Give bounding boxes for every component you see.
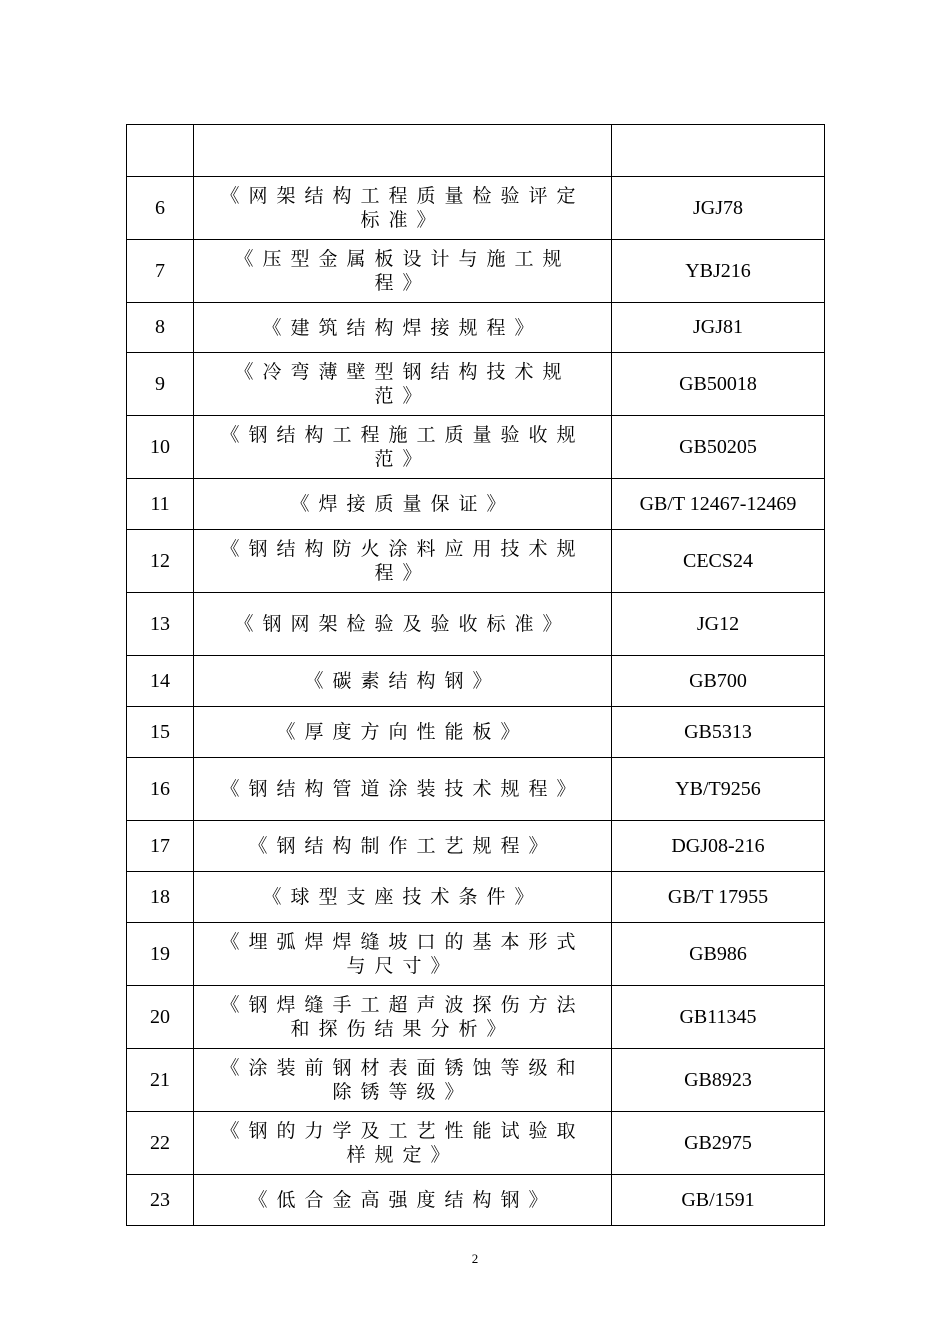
standard-name: 《埋弧焊焊缝坡口的基本形式与尺寸》 bbox=[194, 923, 612, 986]
standard-code: GB5313 bbox=[612, 707, 825, 758]
standard-name: 《钢结构管道涂装技术规程》 bbox=[194, 758, 612, 821]
table-row bbox=[127, 707, 825, 758]
standard-name: 《球型支座技术条件》 bbox=[194, 872, 612, 923]
table-row bbox=[127, 923, 825, 986]
standard-code: JG12 bbox=[612, 593, 825, 656]
row-number: 17 bbox=[127, 821, 194, 872]
standard-name: 《钢结构防火涂料应用技术规程》 bbox=[194, 530, 612, 593]
row-number bbox=[127, 125, 194, 177]
standard-name: 《钢结构制作工艺规程》 bbox=[194, 821, 612, 872]
table-row bbox=[127, 758, 825, 821]
table-row bbox=[127, 1049, 825, 1112]
standard-code: GB/1591 bbox=[612, 1175, 825, 1226]
standard-code: YBJ216 bbox=[612, 240, 825, 303]
table-row bbox=[127, 1175, 825, 1226]
standard-code: DGJ08-216 bbox=[612, 821, 825, 872]
standard-code: GB11345 bbox=[612, 986, 825, 1049]
standard-code: GB2975 bbox=[612, 1112, 825, 1175]
row-number: 10 bbox=[127, 416, 194, 479]
standard-code: GB50205 bbox=[612, 416, 825, 479]
row-number: 18 bbox=[127, 872, 194, 923]
standard-code: JGJ78 bbox=[612, 177, 825, 240]
table-row bbox=[127, 986, 825, 1049]
standard-name: 《网架结构工程质量检验评定标准》 bbox=[194, 177, 612, 240]
standard-code: GB8923 bbox=[612, 1049, 825, 1112]
table-row bbox=[127, 872, 825, 923]
row-number: 16 bbox=[127, 758, 194, 821]
table-row bbox=[127, 1112, 825, 1175]
table-row bbox=[127, 530, 825, 593]
row-number: 15 bbox=[127, 707, 194, 758]
row-number: 11 bbox=[127, 479, 194, 530]
standard-code: GB986 bbox=[612, 923, 825, 986]
standard-name: 《碳素结构钢》 bbox=[194, 656, 612, 707]
standard-name: 《压型金属板设计与施工规程》 bbox=[194, 240, 612, 303]
standard-name: 《冷弯薄壁型钢结构技术规范》 bbox=[194, 353, 612, 416]
standards-table-body bbox=[127, 125, 825, 1226]
standard-name: 《焊接质量保证》 bbox=[194, 479, 612, 530]
row-number: 7 bbox=[127, 240, 194, 303]
standards-table bbox=[126, 124, 825, 1226]
table-row bbox=[127, 656, 825, 707]
standard-code: GB700 bbox=[612, 656, 825, 707]
standard-code: CECS24 bbox=[612, 530, 825, 593]
standard-name: 《涂装前钢材表面锈蚀等级和除锈等级》 bbox=[194, 1049, 612, 1112]
standard-code: JGJ81 bbox=[612, 303, 825, 353]
row-number: 8 bbox=[127, 303, 194, 353]
standard-code: YB/T9256 bbox=[612, 758, 825, 821]
table-row bbox=[127, 353, 825, 416]
row-number: 19 bbox=[127, 923, 194, 986]
standard-name: 《钢网架检验及验收标准》 bbox=[194, 593, 612, 656]
standard-code bbox=[612, 125, 825, 177]
table-row bbox=[127, 593, 825, 656]
table-row bbox=[127, 177, 825, 240]
standard-name bbox=[194, 125, 612, 177]
standard-name: 《钢的力学及工艺性能试验取样规定》 bbox=[194, 1112, 612, 1175]
table-row bbox=[127, 125, 825, 177]
standard-code: GB50018 bbox=[612, 353, 825, 416]
standard-name: 《钢结构工程施工质量验收规范》 bbox=[194, 416, 612, 479]
row-number: 21 bbox=[127, 1049, 194, 1112]
row-number: 9 bbox=[127, 353, 194, 416]
row-number: 6 bbox=[127, 177, 194, 240]
page-number: 2 bbox=[471, 1251, 479, 1266]
standard-name: 《低合金高强度结构钢》 bbox=[194, 1175, 612, 1226]
row-number: 23 bbox=[127, 1175, 194, 1226]
table-row bbox=[127, 416, 825, 479]
standard-name: 《建筑结构焊接规程》 bbox=[194, 303, 612, 353]
standard-name: 《厚度方向性能板》 bbox=[194, 707, 612, 758]
standard-name: 《钢焊缝手工超声波探伤方法和探伤结果分析》 bbox=[194, 986, 612, 1049]
row-number: 22 bbox=[127, 1112, 194, 1175]
standard-code: GB/T 12467-12469 bbox=[612, 479, 825, 530]
row-number: 12 bbox=[127, 530, 194, 593]
row-number: 14 bbox=[127, 656, 194, 707]
table-row bbox=[127, 479, 825, 530]
standard-code: GB/T 17955 bbox=[612, 872, 825, 923]
table-row bbox=[127, 303, 825, 353]
table-row bbox=[127, 821, 825, 872]
row-number: 20 bbox=[127, 986, 194, 1049]
row-number: 13 bbox=[127, 593, 194, 656]
table-row bbox=[127, 240, 825, 303]
